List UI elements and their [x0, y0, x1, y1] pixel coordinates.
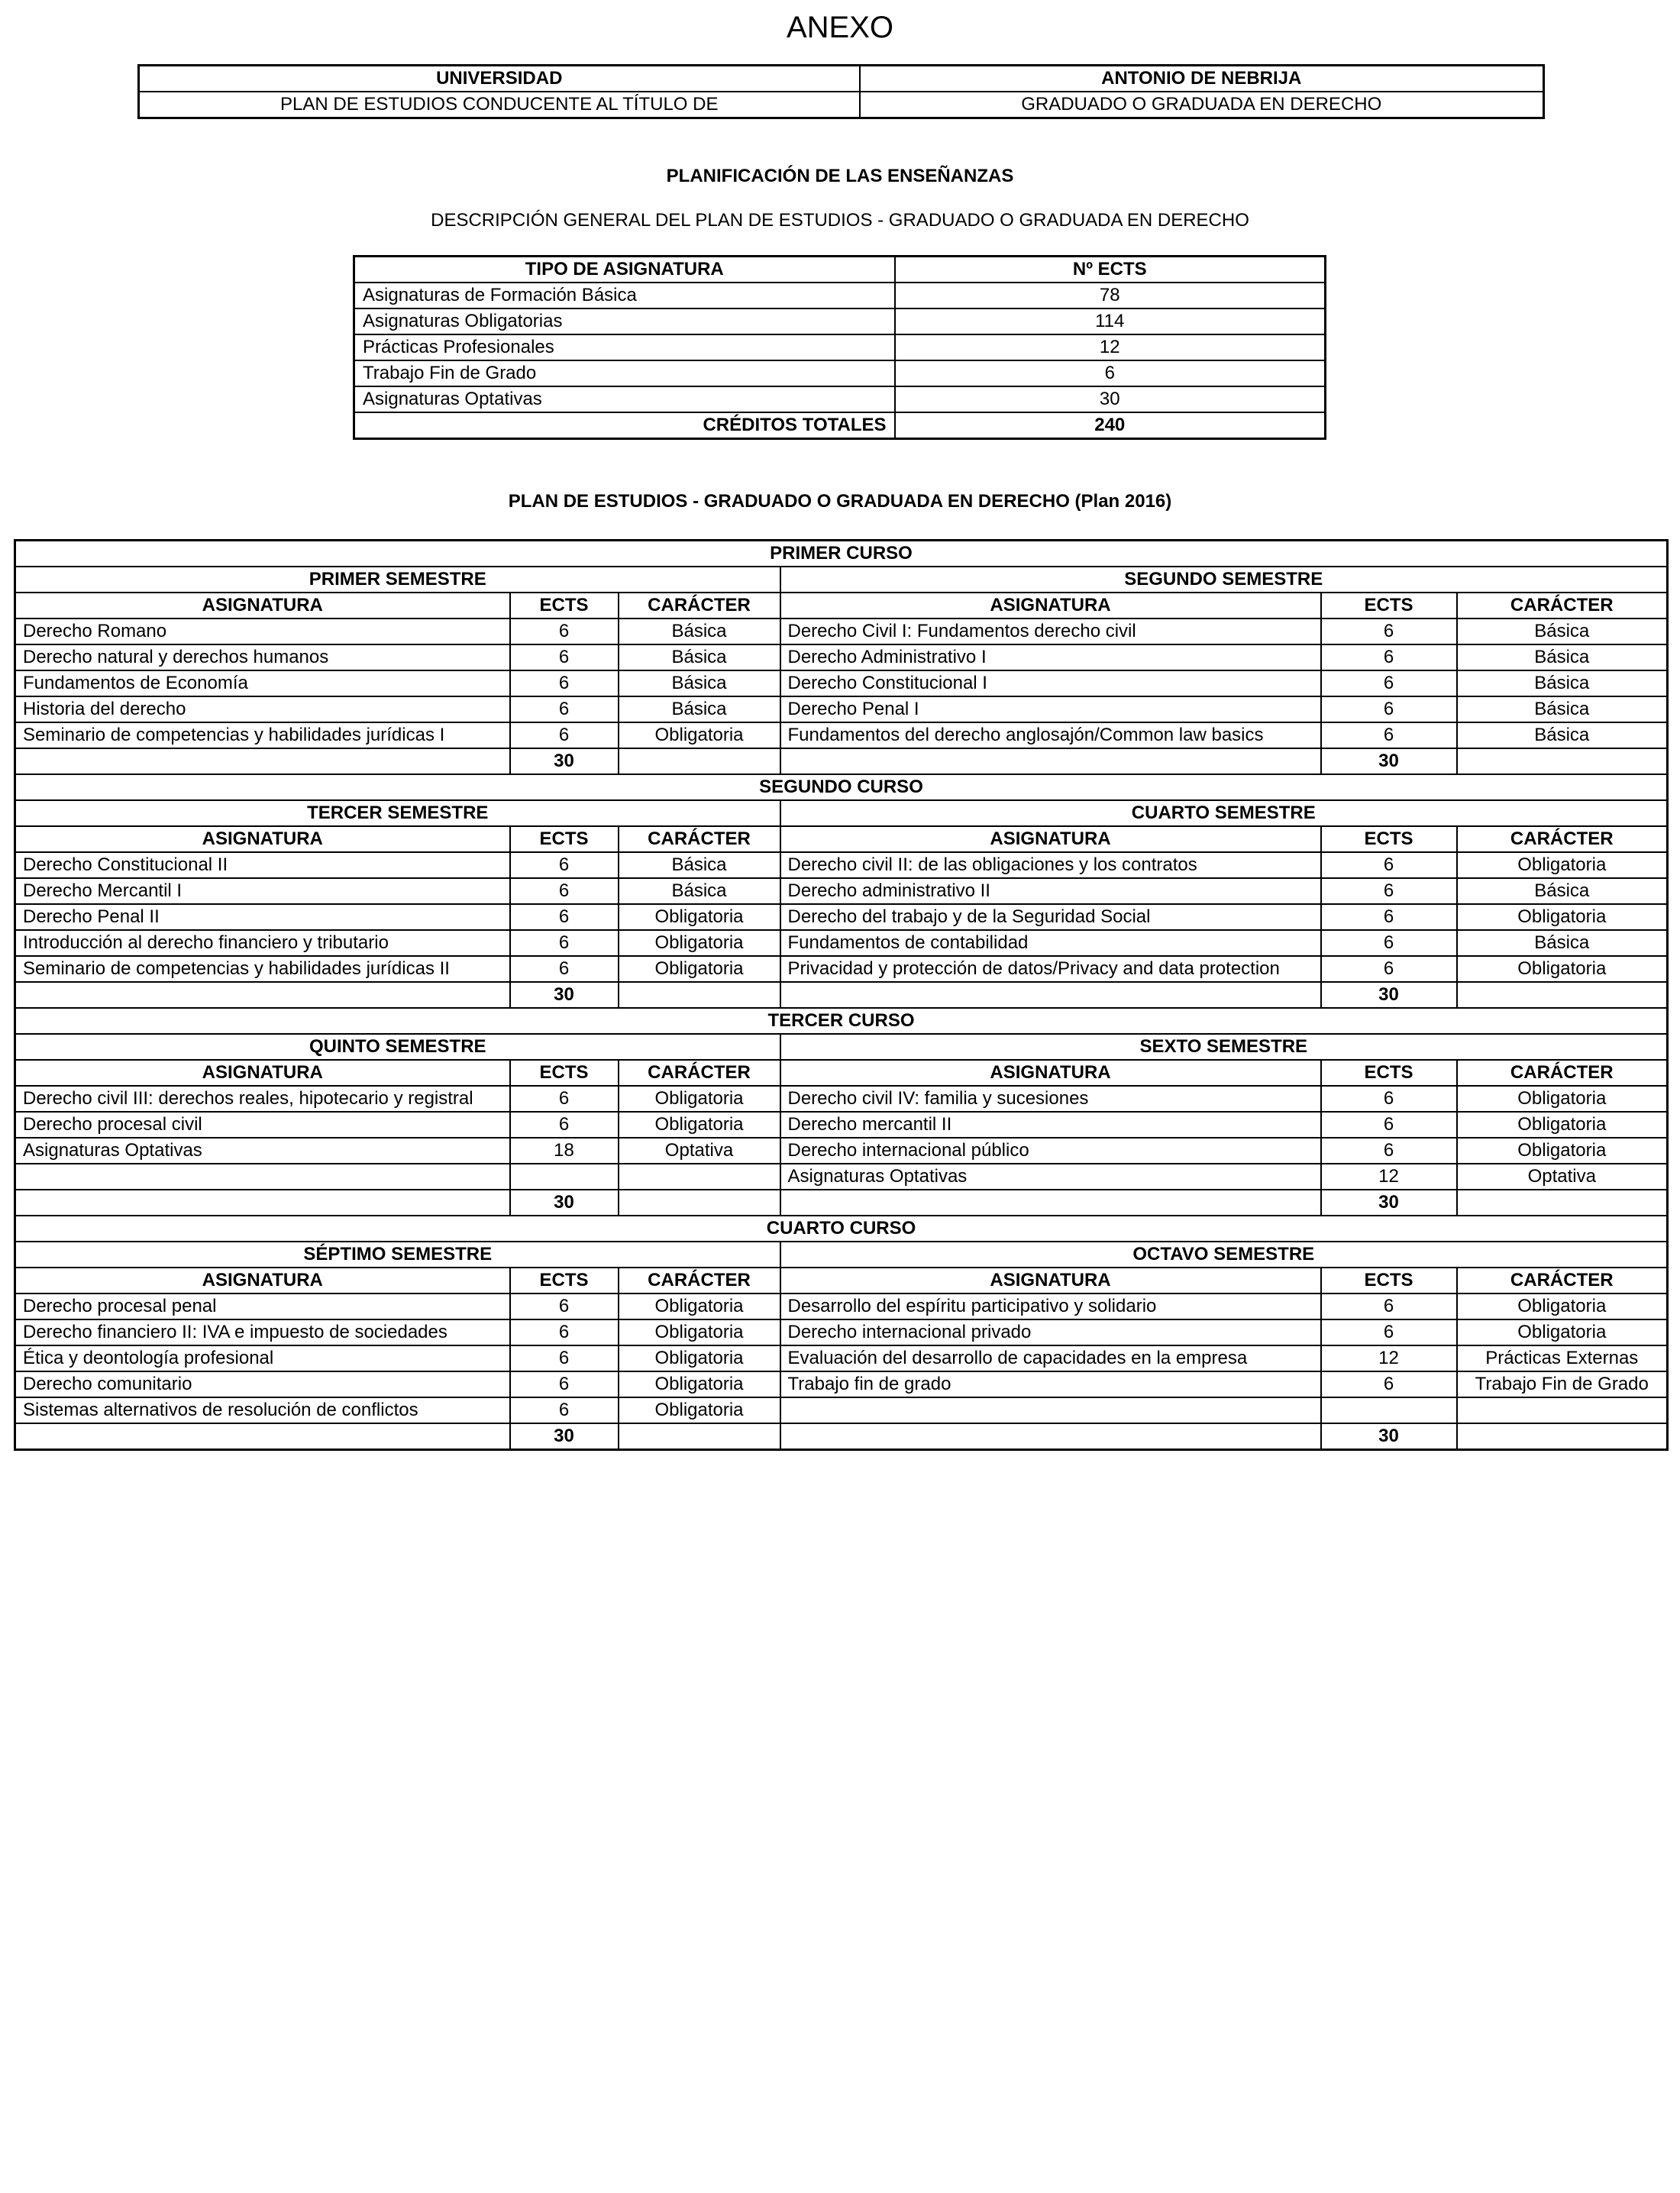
- subject-cell: Fundamentos de Economía: [15, 670, 510, 696]
- summary-ects: 30: [895, 386, 1326, 412]
- ects-cell: [510, 1164, 619, 1190]
- type-cell: Obligatoria: [619, 1294, 780, 1319]
- subject-cell: Derecho Civil I: Fundamentos derecho civil: [780, 618, 1321, 644]
- course-title: CUARTO CURSO: [15, 1216, 1668, 1242]
- type-cell: Básica: [1457, 696, 1668, 722]
- subject-cell: Derecho internacional privado: [780, 1319, 1321, 1345]
- semester-total: 30: [1321, 748, 1457, 774]
- subject-cell: Evaluación del desarrollo de capacidades en la empresa: [780, 1345, 1321, 1371]
- table-row: [15, 1397, 1668, 1423]
- plan-table: [14, 539, 1669, 1451]
- column-header-subject: ASIGNATURA: [780, 1060, 1321, 1086]
- empty-cell: [1457, 748, 1668, 774]
- ects-cell: 6: [1321, 956, 1457, 982]
- type-cell: Básica: [1457, 618, 1668, 644]
- table-row: [15, 1216, 1668, 1242]
- subject-cell: Ética y deontología profesional: [15, 1345, 510, 1371]
- summary-ects: 6: [895, 360, 1326, 386]
- subject-cell: Fundamentos de contabilidad: [780, 930, 1321, 956]
- type-cell: Básica: [619, 878, 780, 904]
- column-header-subject: ASIGNATURA: [15, 593, 510, 618]
- type-cell: Obligatoria: [619, 1086, 780, 1112]
- summary-type: Asignaturas de Formación Básica: [354, 283, 895, 308]
- subject-cell: Asignaturas Optativas: [15, 1138, 510, 1164]
- ects-cell: 6: [510, 644, 619, 670]
- ects-cell: 6: [1321, 1086, 1457, 1112]
- table-row: [15, 722, 1668, 748]
- type-cell: Obligatoria: [619, 930, 780, 956]
- column-header-subject: ASIGNATURA: [780, 1268, 1321, 1294]
- subject-cell: Derecho civil III: derechos reales, hipotecario y registral: [15, 1086, 510, 1112]
- subject-cell: Derecho civil IV: familia y sucesiones: [780, 1086, 1321, 1112]
- subject-cell: Derecho Administrativo I: [780, 644, 1321, 670]
- table-row: [15, 1371, 1668, 1397]
- table-row: [15, 1345, 1668, 1371]
- university-label: UNIVERSIDAD: [139, 66, 860, 92]
- subject-cell: [780, 1397, 1321, 1423]
- table-row: [15, 593, 1668, 618]
- type-cell: Obligatoria: [619, 904, 780, 930]
- column-header-ects: ECTS: [510, 1060, 619, 1086]
- table-row: [15, 1242, 1668, 1268]
- table-row: [15, 930, 1668, 956]
- ects-cell: 6: [510, 1294, 619, 1319]
- summary-ects: 78: [895, 283, 1326, 308]
- column-header-ects: ECTS: [510, 1268, 619, 1294]
- subject-cell: Derecho Penal II: [15, 904, 510, 930]
- ects-cell: 6: [1321, 878, 1457, 904]
- subject-cell: Derecho internacional público: [780, 1138, 1321, 1164]
- page-title: ANEXO: [786, 11, 894, 44]
- subject-cell: Derecho Constitucional II: [15, 852, 510, 878]
- subject-cell: Trabajo fin de grado: [780, 1371, 1321, 1397]
- semester-title: PRIMER SEMESTRE: [15, 567, 780, 593]
- ects-cell: 6: [1321, 1294, 1457, 1319]
- ects-cell: 6: [510, 696, 619, 722]
- university-name: ANTONIO DE NEBRIJA: [860, 66, 1544, 92]
- table-row: [15, 904, 1668, 930]
- column-header-type: CARÁCTER: [619, 593, 780, 618]
- ects-cell: 6: [1321, 1138, 1457, 1164]
- type-cell: Básica: [619, 670, 780, 696]
- column-header-subject: ASIGNATURA: [15, 826, 510, 852]
- type-cell: Obligatoria: [619, 1112, 780, 1138]
- empty-cell: [1457, 982, 1668, 1008]
- semester-title: SEGUNDO SEMESTRE: [780, 567, 1668, 593]
- table-row: [15, 1190, 1668, 1216]
- column-header-type: CARÁCTER: [619, 1268, 780, 1294]
- type-cell: [1457, 1397, 1668, 1423]
- semester-title: OCTAVO SEMESTRE: [780, 1242, 1668, 1268]
- ects-cell: 6: [510, 930, 619, 956]
- ects-cell: 6: [510, 878, 619, 904]
- empty-cell: [1457, 1190, 1668, 1216]
- subject-cell: Derecho comunitario: [15, 1371, 510, 1397]
- empty-cell: [1457, 1423, 1668, 1450]
- semester-title: SÉPTIMO SEMESTRE: [15, 1242, 780, 1268]
- table-row: [15, 748, 1668, 774]
- type-cell: Básica: [1457, 722, 1668, 748]
- subject-cell: Derecho Constitucional I: [780, 670, 1321, 696]
- type-cell: Básica: [1457, 930, 1668, 956]
- type-cell: Básica: [1457, 670, 1668, 696]
- subject-cell: Derecho procesal penal: [15, 1294, 510, 1319]
- ects-cell: 6: [510, 1397, 619, 1423]
- ects-cell: 6: [1321, 1371, 1457, 1397]
- column-header-type: CARÁCTER: [1457, 1060, 1668, 1086]
- summary-ects: 12: [895, 334, 1326, 360]
- ects-cell: 6: [510, 722, 619, 748]
- subject-cell: Derecho procesal civil: [15, 1112, 510, 1138]
- subject-cell: Historia del derecho: [15, 696, 510, 722]
- plan-label: PLAN DE ESTUDIOS CONDUCENTE AL TÍTULO DE: [139, 92, 860, 118]
- type-cell: Optativa: [619, 1138, 780, 1164]
- table-row: [15, 618, 1668, 644]
- table-row: [15, 826, 1668, 852]
- summary-ects: 114: [895, 308, 1326, 334]
- ects-cell: 6: [1321, 1319, 1457, 1345]
- type-cell: Optativa: [1457, 1164, 1668, 1190]
- column-header-subject: ASIGNATURA: [15, 1060, 510, 1086]
- semester-total: 30: [1321, 1190, 1457, 1216]
- summary-type: Prácticas Profesionales: [354, 334, 895, 360]
- type-cell: Obligatoria: [619, 1371, 780, 1397]
- ects-cell: 12: [1321, 1164, 1457, 1190]
- semester-title: SEXTO SEMESTRE: [780, 1034, 1668, 1060]
- summary-header-type: TIPO DE ASIGNATURA: [354, 257, 895, 283]
- empty-cell: [780, 982, 1321, 1008]
- general-description: DESCRIPCIÓN GENERAL DEL PLAN DE ESTUDIOS - GRADUADO O GRADUADA EN DERECHO: [431, 210, 1249, 231]
- plan-heading: PLAN DE ESTUDIOS - GRADUADO O GRADUADA EN DERECHO (Plan 2016): [508, 491, 1172, 512]
- table-row: [354, 257, 1326, 283]
- subject-cell: Seminario de competencias y habilidades jurídicas I: [15, 722, 510, 748]
- table-row: [15, 670, 1668, 696]
- table-row: [15, 1319, 1668, 1345]
- summary-header-ects: Nº ECTS: [895, 257, 1326, 283]
- subject-cell: Derecho administrativo II: [780, 878, 1321, 904]
- subject-cell: Derecho Romano: [15, 618, 510, 644]
- empty-cell: [619, 1423, 780, 1450]
- ects-cell: 6: [510, 670, 619, 696]
- empty-cell: [15, 748, 510, 774]
- summary-type: Trabajo Fin de Grado: [354, 360, 895, 386]
- table-row: [15, 1294, 1668, 1319]
- summary-type: Asignaturas Optativas: [354, 386, 895, 412]
- ects-cell: 6: [1321, 696, 1457, 722]
- table-row: [15, 1034, 1668, 1060]
- table-row: [354, 412, 1326, 439]
- empty-cell: [15, 1190, 510, 1216]
- subject-cell: Derecho natural y derechos humanos: [15, 644, 510, 670]
- ects-cell: 6: [1321, 670, 1457, 696]
- table-row: [15, 956, 1668, 982]
- type-cell: Trabajo Fin de Grado: [1457, 1371, 1668, 1397]
- type-cell: Básica: [1457, 644, 1668, 670]
- type-cell: Obligatoria: [1457, 1294, 1668, 1319]
- ects-cell: 6: [510, 618, 619, 644]
- table-row: [15, 1112, 1668, 1138]
- type-cell: Obligatoria: [1457, 904, 1668, 930]
- ects-cell: 6: [510, 852, 619, 878]
- table-row: [354, 334, 1326, 360]
- table-row: [15, 878, 1668, 904]
- table-row: [354, 308, 1326, 334]
- ects-cell: 12: [1321, 1345, 1457, 1371]
- table-row: [139, 66, 1544, 92]
- semester-title: QUINTO SEMESTRE: [15, 1034, 780, 1060]
- table-row: [15, 852, 1668, 878]
- type-cell: Obligatoria: [1457, 1086, 1668, 1112]
- ects-cell: 6: [1321, 618, 1457, 644]
- type-cell: Prácticas Externas: [1457, 1345, 1668, 1371]
- summary-table: [353, 255, 1326, 440]
- type-cell: Obligatoria: [619, 722, 780, 748]
- university-table: [137, 64, 1545, 119]
- type-cell: Básica: [619, 696, 780, 722]
- semester-total: 30: [510, 748, 619, 774]
- subject-cell: Seminario de competencias y habilidades jurídicas II: [15, 956, 510, 982]
- semester-total: 30: [1321, 1423, 1457, 1450]
- type-cell: Obligatoria: [619, 956, 780, 982]
- table-row: [15, 1008, 1668, 1034]
- column-header-type: CARÁCTER: [619, 1060, 780, 1086]
- type-cell: Obligatoria: [1457, 852, 1668, 878]
- table-row: [15, 800, 1668, 826]
- ects-cell: 6: [1321, 1112, 1457, 1138]
- subject-cell: [15, 1164, 510, 1190]
- empty-cell: [780, 1190, 1321, 1216]
- ects-cell: 6: [510, 956, 619, 982]
- type-cell: Básica: [619, 852, 780, 878]
- ects-cell: 6: [1321, 644, 1457, 670]
- course-title: SEGUNDO CURSO: [15, 774, 1668, 800]
- type-cell: Obligatoria: [1457, 956, 1668, 982]
- semester-total: 30: [510, 982, 619, 1008]
- column-header-type: CARÁCTER: [1457, 1268, 1668, 1294]
- column-header-ects: ECTS: [510, 593, 619, 618]
- table-row: [15, 1086, 1668, 1112]
- column-header-ects: ECTS: [1321, 1060, 1457, 1086]
- semester-total: 30: [510, 1423, 619, 1450]
- table-row: [15, 1268, 1668, 1294]
- ects-cell: 18: [510, 1138, 619, 1164]
- ects-cell: 6: [510, 1319, 619, 1345]
- table-row: [139, 92, 1544, 118]
- subject-cell: Derecho del trabajo y de la Seguridad Social: [780, 904, 1321, 930]
- type-cell: Obligatoria: [619, 1397, 780, 1423]
- type-cell: Obligatoria: [1457, 1138, 1668, 1164]
- type-cell: Básica: [1457, 878, 1668, 904]
- column-header-ects: ECTS: [1321, 826, 1457, 852]
- ects-cell: 6: [1321, 904, 1457, 930]
- semester-total: 30: [1321, 982, 1457, 1008]
- table-row: [15, 696, 1668, 722]
- ects-cell: 6: [510, 1086, 619, 1112]
- column-header-ects: ECTS: [510, 826, 619, 852]
- course-title: PRIMER CURSO: [15, 541, 1668, 567]
- ects-cell: [1321, 1397, 1457, 1423]
- subject-cell: Derecho Mercantil I: [15, 878, 510, 904]
- subject-cell: Derecho civil II: de las obligaciones y los contratos: [780, 852, 1321, 878]
- semester-total: 30: [510, 1190, 619, 1216]
- empty-cell: [780, 1423, 1321, 1450]
- type-cell: [619, 1164, 780, 1190]
- table-row: [15, 1138, 1668, 1164]
- table-row: [354, 283, 1326, 308]
- column-header-ects: ECTS: [1321, 1268, 1457, 1294]
- empty-cell: [619, 982, 780, 1008]
- subject-cell: Derecho Penal I: [780, 696, 1321, 722]
- type-cell: Básica: [619, 618, 780, 644]
- plan-table-body: [15, 541, 1668, 1450]
- type-cell: Obligatoria: [1457, 1112, 1668, 1138]
- column-header-ects: ECTS: [1321, 593, 1457, 618]
- summary-total-label: CRÉDITOS TOTALES: [354, 412, 895, 439]
- ects-cell: 6: [510, 1371, 619, 1397]
- semester-title: CUARTO SEMESTRE: [780, 800, 1668, 826]
- empty-cell: [619, 1190, 780, 1216]
- table-row: [15, 774, 1668, 800]
- column-header-type: CARÁCTER: [1457, 593, 1668, 618]
- table-row: [15, 644, 1668, 670]
- summary-type: Asignaturas Obligatorias: [354, 308, 895, 334]
- semester-title: TERCER SEMESTRE: [15, 800, 780, 826]
- type-cell: Obligatoria: [619, 1345, 780, 1371]
- table-row: [15, 982, 1668, 1008]
- column-header-subject: ASIGNATURA: [780, 826, 1321, 852]
- table-row: [15, 567, 1668, 593]
- degree-name: GRADUADO O GRADUADA EN DERECHO: [860, 92, 1544, 118]
- column-header-subject: ASIGNATURA: [15, 1268, 510, 1294]
- subject-cell: Derecho mercantil II: [780, 1112, 1321, 1138]
- subject-cell: Fundamentos del derecho anglosajón/Common law basics: [780, 722, 1321, 748]
- ects-cell: 6: [1321, 852, 1457, 878]
- course-title: TERCER CURSO: [15, 1008, 1668, 1034]
- table-row: [354, 386, 1326, 412]
- ects-cell: 6: [510, 904, 619, 930]
- ects-cell: 6: [510, 1112, 619, 1138]
- subject-cell: Sistemas alternativos de resolución de conflictos: [15, 1397, 510, 1423]
- empty-cell: [619, 748, 780, 774]
- table-row: [354, 360, 1326, 386]
- subject-cell: Asignaturas Optativas: [780, 1164, 1321, 1190]
- column-header-type: CARÁCTER: [1457, 826, 1668, 852]
- type-cell: Obligatoria: [1457, 1319, 1668, 1345]
- ects-cell: 6: [510, 1345, 619, 1371]
- table-row: [15, 1164, 1668, 1190]
- table-row: [15, 1423, 1668, 1450]
- empty-cell: [15, 1423, 510, 1450]
- empty-cell: [780, 748, 1321, 774]
- column-header-type: CARÁCTER: [619, 826, 780, 852]
- subject-cell: Desarrollo del espíritu participativo y solidario: [780, 1294, 1321, 1319]
- table-row: [15, 541, 1668, 567]
- ects-cell: 6: [1321, 722, 1457, 748]
- summary-total-value: 240: [895, 412, 1326, 439]
- ects-cell: 6: [1321, 930, 1457, 956]
- table-row: [15, 1060, 1668, 1086]
- subject-cell: Privacidad y protección de datos/Privacy and data protection: [780, 956, 1321, 982]
- type-cell: Obligatoria: [619, 1319, 780, 1345]
- type-cell: Básica: [619, 644, 780, 670]
- planning-heading: PLANIFICACIÓN DE LAS ENSEÑANZAS: [666, 166, 1014, 186]
- empty-cell: [15, 982, 510, 1008]
- column-header-subject: ASIGNATURA: [780, 593, 1321, 618]
- subject-cell: Introducción al derecho financiero y tributario: [15, 930, 510, 956]
- subject-cell: Derecho financiero II: IVA e impuesto de sociedades: [15, 1319, 510, 1345]
